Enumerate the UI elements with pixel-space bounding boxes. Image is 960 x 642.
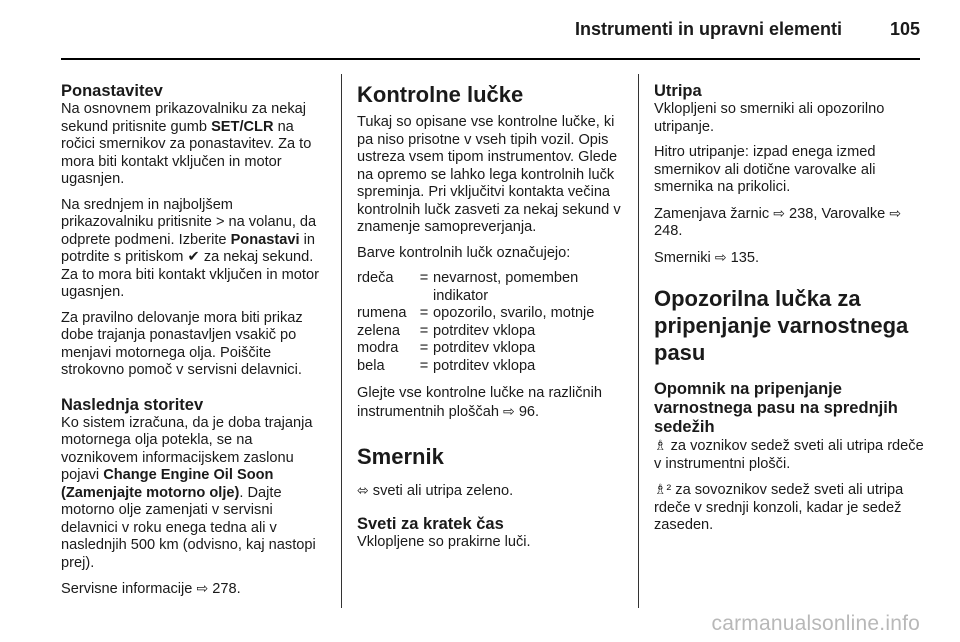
paragraph-instrument-ref: Glejte vse kontrolne lučke na različnih instrumentnih ploščah ⇨ 96. bbox=[357, 385, 602, 420]
legend-row: rumena = opozorilo, svarilo, motnje bbox=[357, 305, 595, 321]
paragraph-colors-intro: Barve kontrolnih lučk označujejo: bbox=[357, 244, 571, 261]
turn-signal-icon: ⬄ bbox=[357, 482, 369, 498]
heading-kontrolne-lucke: Kontrolne lučke bbox=[357, 82, 524, 107]
heading-naslednja-storitev: Naslednja storitev bbox=[61, 395, 204, 414]
column-middle bbox=[357, 82, 627, 559]
legend-row: modra = potrditev vklopa bbox=[357, 340, 536, 356]
heading-smernik: Smernik bbox=[357, 444, 444, 469]
watermark: carmanualsonline.info bbox=[711, 612, 920, 635]
reference-arrow-icon: ⇨ bbox=[196, 580, 209, 596]
color-legend-table bbox=[357, 270, 627, 375]
paragraph-blinking: Vklopljeni so smerniki ali opozorilno utripanje. bbox=[654, 101, 885, 135]
paragraph-turn-signal: ⬄ sveti ali utripa zeleno. bbox=[357, 482, 514, 499]
seatbelt-passenger-icon: ♗² bbox=[654, 481, 672, 497]
heading-utripa: Utripa bbox=[654, 82, 702, 100]
paragraph-intro: Tukaj so opisane vse kontrolne lučke, ki pa niso prisotne v vseh tipih vozil. Opis ustreza vsem tipom instrumentov. Glede na opremo se lahko lega kontrolnih lučk spreminja. Pri vključitvi kontakta večina kontrolnih lučk zasveti za nekaj sekund v znamenje samopreverjanja. bbox=[357, 114, 621, 235]
heading-ponastavitev: Ponastavitev bbox=[61, 82, 163, 100]
page-number: 105 bbox=[889, 19, 920, 39]
ponastavi-label: Ponastavi bbox=[230, 231, 300, 248]
paragraph-reset-advanced: Na srednjem in najboljšem prikazovalniku pritisnite > na volanu, da odprete podmeni. Izberite Ponastavi in potrdite s pritiskom ✔ za nekaj sekund. Za to mora biti kontakt vključen in motor ugasnjen. bbox=[61, 196, 319, 300]
legend-row: bela = potrditev vklopa bbox=[357, 357, 536, 374]
legend-row: zelena = potrditev vklopa bbox=[357, 322, 536, 339]
chevron-right-icon: > bbox=[215, 214, 225, 230]
header-title: Instrumenti in upravni elementi bbox=[574, 19, 842, 39]
change-oil-message: Change Engine Oil Soon (Zamenjajte motorno olje) bbox=[61, 467, 274, 501]
heading-opomnik: Opomnik na pripenjanje varnostnega pasu na sprednjih sedežih bbox=[654, 380, 898, 436]
paragraph-service-info-ref: Servisne informacije ⇨ 278. bbox=[61, 580, 241, 597]
checkmark-icon: ✔ bbox=[187, 249, 200, 265]
reference-arrow-icon: ⇨ bbox=[889, 204, 902, 221]
reference-arrow-icon: ⇨ bbox=[503, 402, 515, 419]
paragraph-fast-blinking: Hitro utripanje: izpad enega izmed smernikov ali dotične varovalke ali smernika na prikolici. bbox=[654, 144, 876, 195]
legend-row: rdeča = nevarnost, pomemben indikator bbox=[357, 270, 579, 304]
paragraph-parking-lights: Vklopljene so prakirne luči. bbox=[357, 533, 531, 550]
paragraph-reset-basic: Na osnovnem prikazovalniku za nekaj sekund pritisnite gumb SET/CLR na ročici smernikov za ponastavitev. Za to mora biti kontakt vključen in motor ugasnjen. bbox=[61, 101, 312, 187]
paragraph-bulb-fuse-ref: Zamenjava žarnic ⇨ 238, Varovalke ⇨ 248. bbox=[654, 204, 902, 239]
seatbelt-driver-icon: ♗ bbox=[654, 437, 667, 453]
reference-arrow-icon: ⇨ bbox=[773, 204, 785, 221]
paragraph-driver-seatbelt: ♗ za voznikov sedež sveti ali utripa rdeče v instrumentni plošči. bbox=[654, 437, 924, 472]
column-divider-2 bbox=[638, 74, 639, 608]
heading-opozorilna-lucka: Opozorilna lučka za pripenjanje varnostnega pasu bbox=[654, 286, 909, 365]
reference-arrow-icon: ⇨ bbox=[714, 248, 727, 265]
header-rule bbox=[61, 58, 920, 60]
paragraph-oil-reset-note: Za pravilno delovanje mora biti prikaz dobe trajanja ponastavljen vsakič po menjavi motornega olja. Poiščite strokovno pomoč v servisni delavnici. bbox=[61, 309, 303, 378]
paragraph-next-service: Ko sistem izračuna, da je doba trajanja motornega olja potekla, se na voznikovem informacijskem zaslonu pojavi Change Engine Oil Soon (Zamenjajte motorno olje). Dajte motorno olje zamenjati v servisni delavnici v roku enega tedna ali v naslednjih 500 km (odvisno, kaj nastopi prej). bbox=[61, 414, 316, 571]
column-right bbox=[654, 82, 924, 543]
column-divider-1 bbox=[341, 74, 342, 608]
column-left bbox=[61, 82, 329, 607]
heading-sveti-kratek: Sveti za kratek čas bbox=[357, 514, 504, 533]
paragraph-passenger-seatbelt: ♗² za sovoznikov sedež sveti ali utripa rdeče v srednji konzoli, kadar je sedež zaseden. bbox=[654, 481, 904, 533]
set-clr-label: SET/CLR bbox=[211, 118, 274, 135]
paragraph-turn-signals-ref: Smerniki ⇨ 135. bbox=[654, 248, 760, 266]
